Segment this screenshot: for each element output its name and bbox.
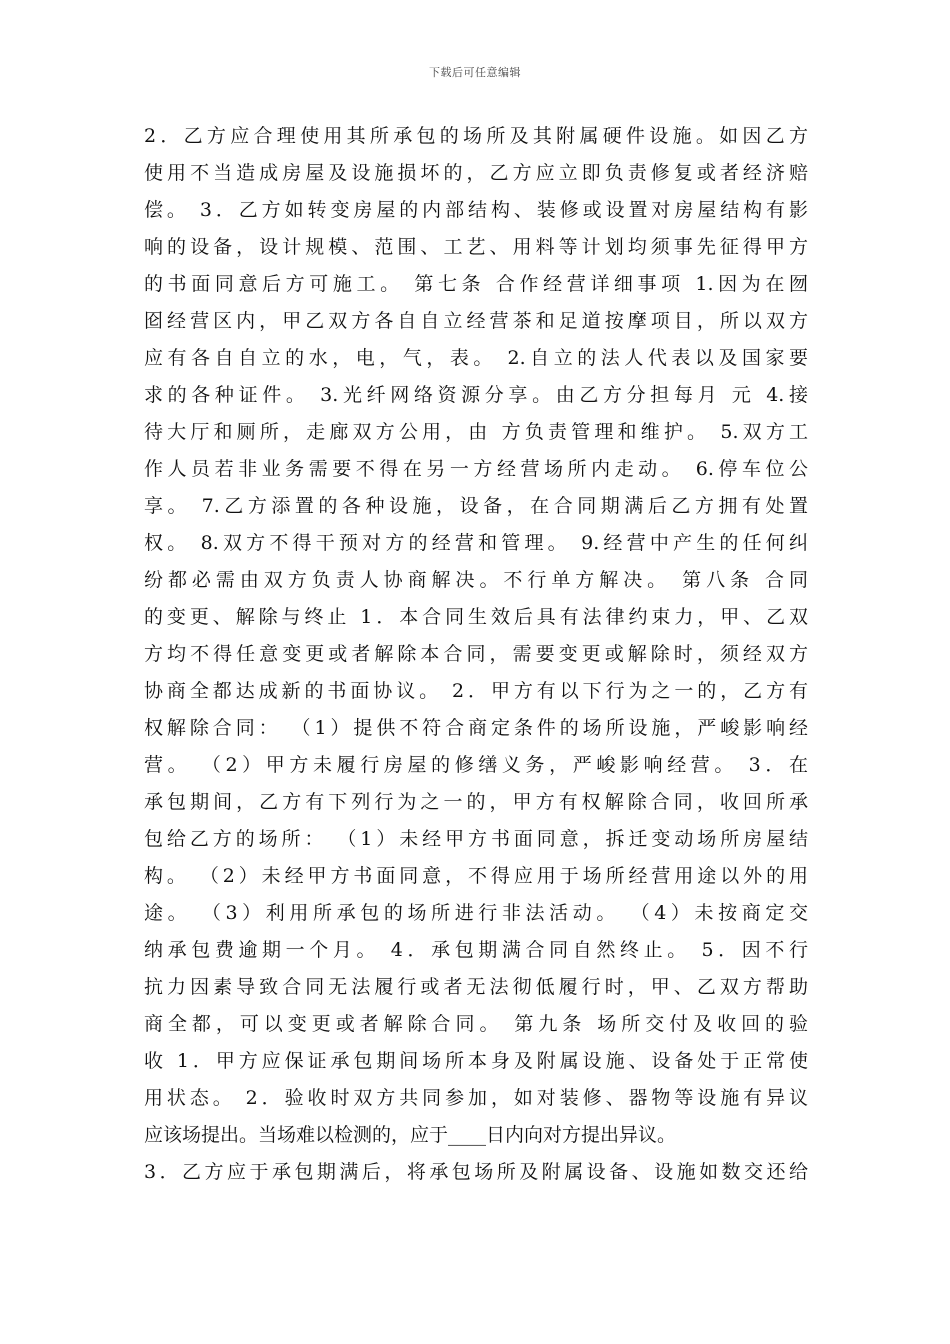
body-line: 构。 （2）未经甲方书面同意，不得应用于场所经营用途以外的用 [144,865,808,887]
body-line: 包给乙方的场所： （1）未经甲方书面同意，拆迁变动场所房屋结 [144,828,808,850]
body-line: 享。 7.乙方添置的各种设施，设备，在合同期满后乙方拥有处置 [144,495,808,517]
body-line: 承包期间，乙方有下列行为之一的，甲方有权解除合同，收回所承 [144,791,808,813]
body-line: 使用不当造成房屋及设施损坏的，乙方应立即负责修复或者经济赔 [144,162,808,184]
body-line: 方均不得任意变更或者解除本合同，需要变更或解除时，须经双方 [144,643,808,665]
body-line: 协商全都达成新的书面协议。 2．甲方有以下行为之一的，乙方有 [144,680,808,702]
body-line: 商全都，可以变更或者解除合同。 第九条 场所交付及收回的验 [144,1013,808,1035]
body-line: 用状态。 2．验收时双方共同参加，如对装修、器物等设施有异议 [144,1087,808,1109]
body-line: 权解除合同： （1）提供不符合商定条件的场所设施，严峻影响经 [144,717,808,739]
body-line: 应该场提出。当场难以检测的，应于____日内向对方提出异议。 [144,1124,677,1146]
body-line: 纷都必需由双方负责人协商解决。不行单方解决。 第八条 合同 [144,569,808,591]
body-line: 的变更、解除与终止 1．本合同生效后具有法律约束力，甲、乙双 [144,606,808,628]
body-line: 抗力因素导致合同无法履行或者无法彻低履行时，甲、乙双方帮助 [144,976,808,998]
body-line: 响的设备，设计规模、范围、工艺、用料等计划均须事先征得甲方 [144,236,808,258]
body-line: 权。 8.双方不得干预对方的经营和管理。 9.经营中产生的任何纠 [144,532,808,554]
body-line: 应有各自自立的水，电，气，表。 2.自立的法人代表以及国家要 [144,347,808,369]
body-line: 营。 （2）甲方未履行房屋的修缮义务，严峻影响经营。 3．在 [144,754,808,776]
body-line: 囵经营区内，甲乙双方各自自立经营茶和足道按摩项目，所以双方 [144,310,808,332]
page-header-note: 下载后可任意编辑 [429,66,521,79]
body-line: 途。 （3）利用所承包的场所进行非法活动。 （4）未按商定交 [144,902,808,924]
body-line: 的书面同意后方可施工。 第七条 合作经营详细事项 1.因为在囫 [144,273,808,295]
body-line: 收 1．甲方应保证承包期间场所本身及附属设施、设备处于正常使 [144,1050,808,1072]
body-line: 待大厅和厕所，走廊双方公用，由 方负责管理和维护。 5.双方工 [144,421,808,443]
body-line: 3．乙方应于承包期满后，将承包场所及附属设备、设施如数交还给 [144,1161,808,1183]
body-line: 偿。 3．乙方如转变房屋的内部结构、装修或设置对房屋结构有影 [144,199,808,221]
body-line: 2．乙方应合理使用其所承包的场所及其附属硬件设施。如因乙方 [144,125,808,147]
document-body [144,118,808,1191]
body-line: 纳承包费逾期一个月。 4．承包期满合同自然终止。 5．因不行 [144,939,808,961]
body-line: 求的各种证件。 3.光纤网络资源分享。由乙方分担每月 元 4.接 [144,384,808,406]
body-line: 作人员若非业务需要不得在另一方经营场所内走动。 6.停车位公 [144,458,808,480]
